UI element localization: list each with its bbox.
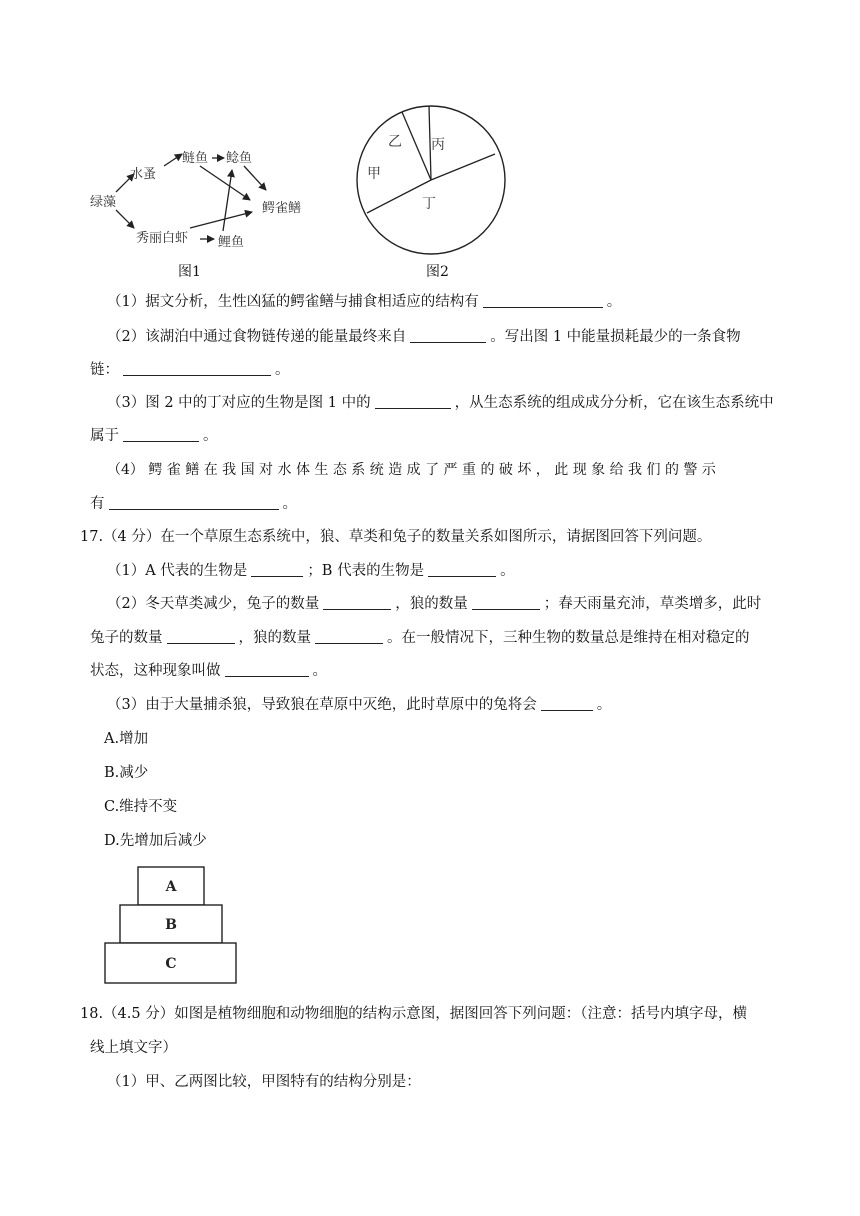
- q17-part2: （2）冬天草类减少，兔子的数量 ，狼的数量 ；春天雨量充沛，草类增多，此时: [107, 596, 762, 612]
- pie-label-bing: 丙: [431, 137, 445, 153]
- answer-blank[interactable]: [251, 562, 303, 577]
- fig2-caption: 图2: [426, 264, 449, 280]
- q17-part2-cont2: 状态，这种现象叫做 。: [90, 663, 327, 679]
- q16-part4-cont: 有 。: [90, 496, 297, 512]
- pie-label-jia: 甲: [367, 166, 381, 182]
- q17-part1: （1）A 代表的生物是 ；B 代表的生物是 。: [107, 563, 515, 579]
- answer-blank[interactable]: [323, 595, 391, 610]
- q16-part3-cont: 属于 。: [90, 428, 218, 444]
- q17-part2-cont: 兔子的数量 ，狼的数量 。在一般情况下，三种生物的数量总是维持在相对稳定的: [90, 630, 750, 646]
- answer-blank[interactable]: [541, 696, 593, 711]
- node-xiuli: 秀丽白虾: [136, 231, 189, 246]
- answer-blank[interactable]: [483, 293, 603, 308]
- answer-blank[interactable]: [109, 495, 279, 510]
- option-d[interactable]: D.先增加后减少: [104, 833, 207, 849]
- pie-label-yi: 乙: [388, 134, 402, 150]
- node-kuaiyu: 鲶鱼: [226, 151, 253, 166]
- q16-part4: （4） 鳄 雀 鳝 在 我 国 对 水 体 生 态 系 统 造 成 了 严 重 的 破 坏 ， 此 现 象 给 我 们 的 警 示: [107, 462, 716, 478]
- pyramid-level-b: B: [165, 917, 177, 933]
- food-web-figure: [90, 140, 330, 260]
- answer-blank[interactable]: [225, 662, 309, 677]
- q16-part3: （3）图 2 中的丁对应的生物是图 1 中的 ，从生态系统的组成成分分析，它在该生态系统中: [107, 395, 774, 411]
- answer-blank[interactable]: [410, 328, 486, 343]
- pyramid-level-a: A: [165, 879, 177, 895]
- q17-stem: 17.（4 分）在一个草原生态系统中，狼、草类和兔子的数量关系如图所示，请据图回答下列问题。: [80, 529, 712, 545]
- answer-blank[interactable]: [472, 595, 540, 610]
- q18-stem-cont: 线上填文字）: [90, 1040, 177, 1056]
- node-eque: 鳄雀鳝: [262, 201, 302, 216]
- node-shuizao: 水蚤: [130, 167, 157, 182]
- node-lianyu: 鲢鱼: [182, 151, 209, 166]
- answer-blank[interactable]: [123, 361, 271, 376]
- pie-figure: [354, 100, 514, 260]
- fig1-caption: 图1: [178, 264, 201, 280]
- q16-part2-cont: 链： 。: [90, 362, 290, 378]
- answer-blank[interactable]: [315, 629, 383, 644]
- option-b[interactable]: B.减少: [104, 765, 149, 781]
- q17-part3: （3）由于大量捕杀狼，导致狼在草原中灭绝，此时草原中的兔将会 。: [107, 697, 612, 713]
- option-c[interactable]: C.维持不变: [104, 799, 178, 815]
- q16-part1: （1）据文分析，生性凶猛的鳄雀鳝与捕食相适应的结构有 。: [107, 294, 622, 310]
- q16-part2: （2）该湖泊中通过食物链传递的能量最终来自 。写出图 1 中能量损耗最少的一条食物: [107, 329, 741, 345]
- answer-blank[interactable]: [428, 562, 496, 577]
- answer-blank[interactable]: [167, 629, 235, 644]
- answer-blank[interactable]: [123, 427, 199, 442]
- q18-part1: （1）甲、乙两图比较，甲图特有的结构分别是：: [107, 1074, 421, 1090]
- node-liyu: 鲤鱼: [218, 235, 245, 250]
- answer-blank[interactable]: [375, 394, 451, 409]
- pie-label-ding: 丁: [422, 196, 436, 212]
- q18-stem: 18.（4.5 分）如图是植物细胞和动物细胞的结构示意图，据图回答下列问题：（注意：括号内填字母，横: [80, 1006, 747, 1022]
- pyramid-figure: [104, 866, 238, 986]
- pyramid-level-c: C: [165, 956, 177, 972]
- node-lvzao: 绿藻: [90, 195, 117, 210]
- option-a[interactable]: A.增加: [104, 731, 149, 747]
